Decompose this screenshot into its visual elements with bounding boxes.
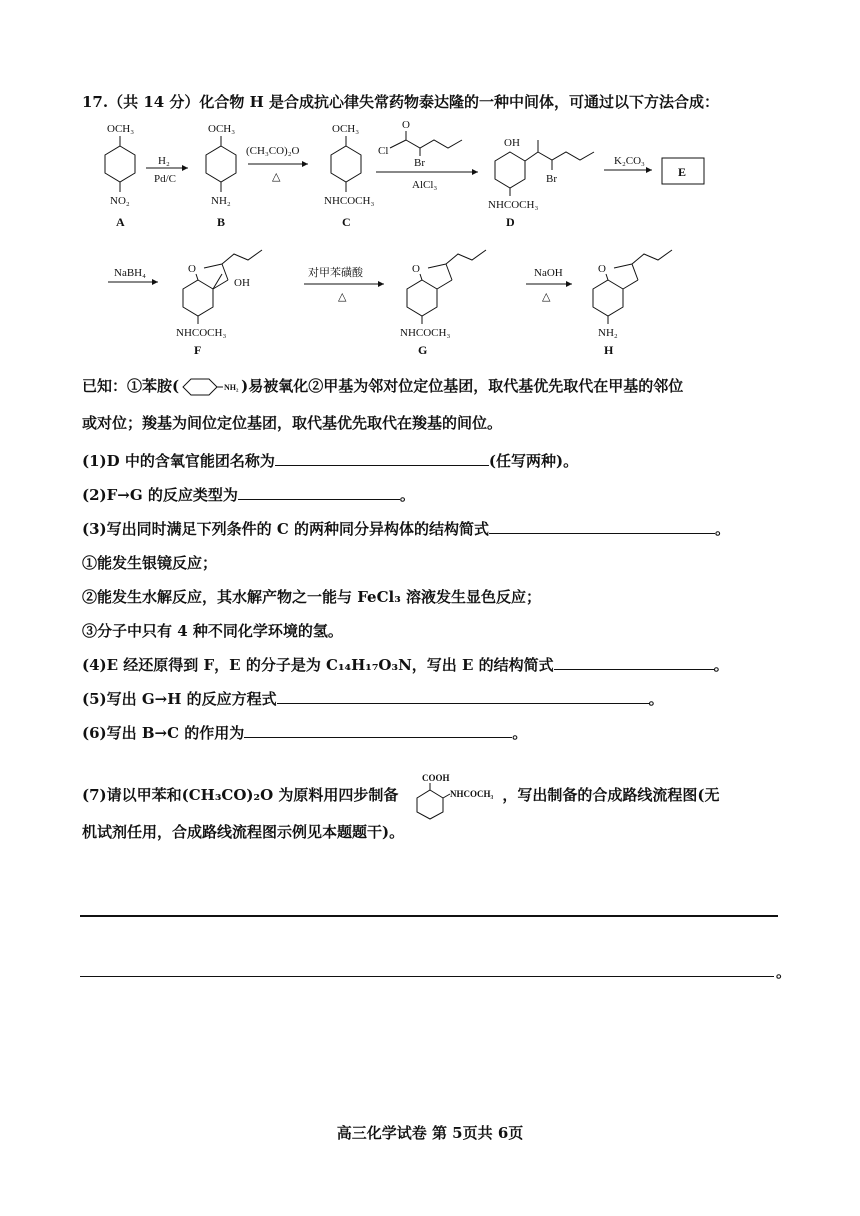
q2-text: (2)F→G 的反应类型为 [82, 486, 238, 504]
q6-answer-blank[interactable] [244, 723, 512, 738]
known-text-a: 已知：①苯胺( [82, 377, 180, 395]
question-7-cont: 机试剂任用，合成路线流程图示例见本题题干)。 [82, 823, 405, 841]
compound-g [400, 250, 486, 357]
h-amine-label: NH₂ [598, 327, 618, 339]
acyl-chlorine: Cl [378, 145, 389, 157]
a-label: A [116, 215, 125, 229]
aniline-structure [179, 376, 241, 398]
question-1 [82, 451, 578, 471]
g-label: G [418, 343, 428, 357]
d-amide-label: NHCOCH₃ [488, 199, 539, 211]
f-label: F [194, 343, 202, 357]
q3-answer-blank[interactable] [489, 519, 715, 534]
arrow3-bottom: AlCl₃ [412, 179, 438, 191]
compound-h [593, 250, 672, 357]
a-methoxy-label: OCH₃ [107, 123, 135, 135]
question-5 [82, 689, 664, 709]
q6-text: (6)写出 B→C 的作用为 [82, 724, 245, 742]
arrow2-bottom: △ [272, 171, 281, 183]
q2-answer-blank[interactable] [238, 485, 400, 500]
compound-b [206, 123, 236, 229]
q5-text: (5)写出 G→H 的反应方程式 [82, 690, 277, 708]
question-2 [82, 485, 415, 505]
g-ring-oxygen: O [412, 263, 420, 275]
q4-text: (4)E 经还原得到 F，E 的分子是为 C₁₄H₁₇O₃N，写出 E 的结构简式 [82, 656, 554, 674]
target-amide: NHCOCH₃ [450, 789, 494, 799]
known-line-2: 或对位；羧基为间位定位基团，取代基优先取代在羧基的间位。 [82, 414, 503, 432]
arrow1-bottom: Pd/C [154, 173, 177, 185]
known-text-b: )易被氧化②甲基为邻对位定位基团，取代基优先取代在甲基的邻位 [241, 377, 684, 395]
q5-suffix: 。 [648, 690, 664, 708]
q5-answer-blank[interactable] [277, 689, 649, 704]
b-label: B [217, 215, 226, 229]
condition-2: ②能发生水解反应，其水解产物之一能与 FeCl₃ 溶液发生显色反应； [82, 588, 542, 606]
condition-1: ①能发生银镜反应； [82, 554, 218, 572]
q7-text-b: ，写出制备的合成路线流程图(无 [502, 786, 720, 804]
answer-line-1[interactable] [80, 915, 778, 917]
arrow7-bottom: △ [542, 291, 551, 303]
h-label: H [604, 343, 614, 357]
q2-suffix: 。 [399, 486, 415, 504]
acyl-chloride-reagent [378, 119, 462, 169]
q6-suffix: 。 [512, 724, 528, 742]
answer-end-mark: 。 [776, 963, 792, 981]
q1-text: (1)D 中的含氧官能团名称为 [82, 452, 275, 470]
arrow6-bottom: △ [338, 291, 347, 303]
q3-text: (3)写出同时满足下列条件的 C 的两种同分异构体的结构简式 [82, 520, 490, 538]
compound-d [488, 137, 594, 229]
target-compound-structure [398, 772, 502, 820]
question-header: 17.（共 14 分）化合物 H 是合成抗心律失常药物泰达隆的一种中间体，可通过以下方法合成： [82, 93, 720, 111]
question-3 [82, 519, 730, 539]
q4-suffix: 。 [713, 656, 729, 674]
f-ring-oxygen: O [188, 263, 196, 275]
b-methoxy-label: OCH₃ [208, 123, 236, 135]
f-hydroxyl: OH [234, 277, 250, 289]
arrow4-top: K₂CO₃ [614, 155, 645, 167]
acyl-oxygen: O [402, 119, 410, 131]
aniline-nh2: NH₂ [224, 383, 239, 392]
arrow1-top: H₂ [158, 155, 170, 167]
arrow2-top: (CH₃CO)₂O [246, 145, 300, 157]
arrow6-top: 对甲苯磺酸 [308, 267, 363, 279]
q3-suffix: 。 [715, 520, 731, 538]
d-hydroxyl: OH [504, 137, 520, 149]
question-4 [82, 655, 729, 675]
q4-answer-blank[interactable] [554, 655, 714, 670]
a-nitro-label: NO₂ [110, 195, 130, 207]
acyl-bromine: Br [414, 157, 425, 169]
arrow7-top: NaOH [534, 267, 563, 279]
d-label: D [506, 215, 515, 229]
known-line-1 [82, 376, 683, 398]
compound-c [324, 123, 374, 229]
page-footer: 高三化学试卷 第 5页共 6页 [336, 1124, 524, 1142]
c-methoxy-label: OCH₃ [332, 123, 360, 135]
condition-3: ③分子中只有 4 种不同化学环境的氢。 [82, 622, 343, 640]
c-label: C [342, 215, 351, 229]
target-cooh: COOH [422, 773, 450, 783]
e-label: E [678, 165, 687, 179]
q1-suffix: (任写两种)。 [488, 452, 579, 470]
f-amide-label: NHCOCH₃ [176, 327, 227, 339]
h-ring-oxygen: O [598, 263, 606, 275]
question-7 [82, 772, 719, 820]
arrow5-top: NaBH₄ [114, 267, 146, 279]
compound-f [176, 250, 262, 357]
d-bromine: Br [546, 173, 557, 185]
question-6 [82, 723, 527, 743]
q1-answer-blank[interactable] [275, 451, 489, 466]
q7-text: (7)请以甲苯和(CH₃CO)₂O 为原料用四步制备 [82, 786, 399, 804]
compound-a [105, 123, 135, 229]
scheme-row-2 [100, 246, 740, 362]
c-amide-label: NHCOCH₃ [324, 195, 375, 207]
g-amide-label: NHCOCH₃ [400, 327, 451, 339]
b-amine-label: NH₂ [211, 195, 231, 207]
answer-line-2[interactable] [80, 976, 774, 977]
scheme-row-1 [80, 118, 780, 238]
